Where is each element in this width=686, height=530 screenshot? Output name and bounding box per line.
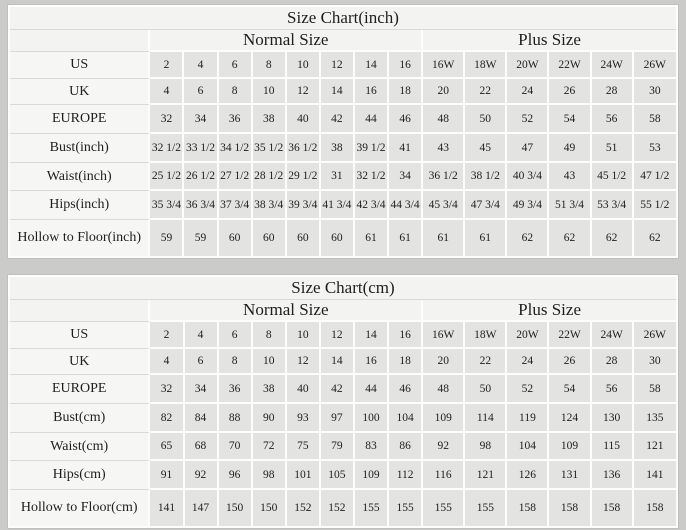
size-value-cell: 32 1/2 <box>355 163 389 191</box>
size-value-cell: 44 <box>355 105 389 134</box>
size-value-cell: 86 <box>389 433 423 461</box>
size-value-cell: 60 <box>219 220 253 256</box>
size-value-cell: 131 <box>549 461 591 490</box>
size-value-cell: 51 3/4 <box>549 191 591 220</box>
size-value-cell: 60 <box>287 220 321 256</box>
chart-title: Size Chart(cm) <box>10 277 676 300</box>
size-value-cell: 6 <box>219 322 253 349</box>
size-value-cell: 147 <box>185 490 219 526</box>
size-value-cell: 83 <box>355 433 389 461</box>
size-value-cell: 32 1/2 <box>150 134 184 163</box>
size-value-cell: 12 <box>287 349 321 375</box>
size-value-cell: 152 <box>287 490 321 526</box>
size-value-cell: 96 <box>219 461 253 490</box>
chart-title: Size Chart(inch) <box>10 7 676 30</box>
size-value-cell: 6 <box>219 52 253 79</box>
size-value-cell: 34 <box>185 375 219 404</box>
size-value-cell: 109 <box>423 404 465 433</box>
size-value-cell: 36 <box>219 105 253 134</box>
table-row-uk <box>10 349 676 375</box>
size-value-cell: 79 <box>321 433 355 461</box>
size-value-cell: 22 <box>465 349 507 375</box>
size-value-cell: 33 1/2 <box>184 134 218 163</box>
size-value-cell: 92 <box>423 433 465 461</box>
size-value-cell: 44 3/4 <box>389 191 423 220</box>
size-value-cell: 4 <box>150 79 184 105</box>
size-value-cell: 155 <box>355 490 389 526</box>
size-value-cell: 112 <box>389 461 423 490</box>
size-value-cell: 26W <box>634 52 676 79</box>
size-value-cell: 16 <box>389 322 423 349</box>
size-value-cell: 68 <box>185 433 219 461</box>
size-value-cell: 55 1/2 <box>634 191 676 220</box>
size-value-cell: 62 <box>549 220 591 256</box>
size-value-cell: 38 1/2 <box>465 163 507 191</box>
size-value-cell: 62 <box>592 220 634 256</box>
size-value-cell: 50 <box>465 105 507 134</box>
size-value-cell: 47 <box>507 134 549 163</box>
table-row-hollow-to-floor-cm <box>10 490 676 526</box>
size-value-cell: 35 1/2 <box>253 134 287 163</box>
size-value-cell: 12 <box>287 79 321 105</box>
size-value-cell: 24 <box>507 349 549 375</box>
size-value-cell: 10 <box>253 79 287 105</box>
size-value-cell: 36 <box>219 375 253 404</box>
size-value-cell: 44 <box>355 375 389 404</box>
size-value-cell: 53 3/4 <box>592 191 634 220</box>
table-row-europe <box>10 105 676 134</box>
size-value-cell: 28 <box>592 79 634 105</box>
size-value-cell: 53 <box>634 134 676 163</box>
size-value-cell: 18 <box>389 349 423 375</box>
size-value-cell: 52 <box>507 105 549 134</box>
size-value-cell: 8 <box>219 79 253 105</box>
size-value-cell: 28 1/2 <box>253 163 287 191</box>
size-value-cell: 150 <box>253 490 287 526</box>
row-label-uk: UK <box>10 79 150 105</box>
size-value-cell: 41 3/4 <box>321 191 355 220</box>
size-value-cell: 52 <box>507 375 549 404</box>
size-value-cell: 10 <box>287 52 321 79</box>
size-value-cell: 158 <box>592 490 634 526</box>
size-value-cell: 38 3/4 <box>253 191 287 220</box>
size-value-cell: 14 <box>321 79 355 105</box>
size-value-cell: 49 <box>549 134 591 163</box>
size-value-cell: 119 <box>507 404 549 433</box>
row-label-uk: UK <box>10 349 150 375</box>
size-value-cell: 16 <box>355 79 389 105</box>
size-value-cell: 105 <box>321 461 355 490</box>
size-value-cell: 54 <box>549 375 591 404</box>
corner-cell <box>10 30 150 52</box>
size-value-cell: 109 <box>549 433 591 461</box>
size-value-cell: 36 1/2 <box>287 134 321 163</box>
size-value-cell: 32 <box>150 375 184 404</box>
size-value-cell: 42 <box>321 375 355 404</box>
row-label-hollow-to-floor-cm: Hollow to Floor(cm) <box>10 490 150 526</box>
size-value-cell: 130 <box>592 404 634 433</box>
size-value-cell: 29 1/2 <box>287 163 321 191</box>
size-value-cell: 45 <box>465 134 507 163</box>
row-label-hollow-to-floor-inch: Hollow to Floor(inch) <box>10 220 150 256</box>
size-value-cell: 38 <box>253 375 287 404</box>
row-label-hips-cm: Hips(cm) <box>10 461 150 490</box>
table-row-hollow-to-floor-inch <box>10 220 676 256</box>
table-gap <box>8 258 678 275</box>
table-row-uk <box>10 79 676 105</box>
size-value-cell: 40 <box>287 375 321 404</box>
size-value-cell: 39 1/2 <box>355 134 389 163</box>
size-value-cell: 58 <box>634 375 676 404</box>
table-row-us <box>10 52 676 79</box>
size-value-cell: 70 <box>219 433 253 461</box>
size-value-cell: 26 <box>549 349 591 375</box>
table-row-hips-cm <box>10 461 676 490</box>
size-value-cell: 47 1/2 <box>634 163 676 191</box>
size-value-cell: 56 <box>592 375 634 404</box>
size-value-cell: 20 <box>423 349 465 375</box>
size-value-cell: 6 <box>184 79 218 105</box>
size-value-cell: 115 <box>592 433 634 461</box>
table-row-waist-cm <box>10 433 676 461</box>
size-value-cell: 6 <box>185 349 219 375</box>
size-value-cell: 8 <box>253 52 287 79</box>
size-value-cell: 104 <box>507 433 549 461</box>
size-value-cell: 61 <box>423 220 465 256</box>
size-value-cell: 97 <box>321 404 355 433</box>
size-value-cell: 48 <box>423 105 465 134</box>
size-value-cell: 38 <box>253 105 287 134</box>
row-label-us: US <box>10 52 150 79</box>
size-value-cell: 51 <box>592 134 634 163</box>
table-row-us <box>10 322 676 349</box>
size-value-cell: 38 <box>321 134 355 163</box>
size-value-cell: 158 <box>549 490 591 526</box>
size-value-cell: 16W <box>423 322 465 349</box>
size-value-cell: 46 <box>389 375 423 404</box>
size-value-cell: 84 <box>185 404 219 433</box>
table-row-bust-inch <box>10 134 676 163</box>
size-value-cell: 54 <box>549 105 591 134</box>
size-value-cell: 14 <box>321 349 355 375</box>
size-value-cell: 152 <box>321 490 355 526</box>
size-value-cell: 24W <box>592 52 634 79</box>
size-value-cell: 155 <box>389 490 423 526</box>
size-value-cell: 2 <box>150 52 184 79</box>
size-value-cell: 18W <box>465 322 507 349</box>
size-value-cell: 155 <box>465 490 507 526</box>
size-value-cell: 4 <box>185 322 219 349</box>
size-value-cell: 42 <box>321 105 355 134</box>
size-value-cell: 16 <box>355 349 389 375</box>
size-value-cell: 104 <box>389 404 423 433</box>
size-value-cell: 98 <box>253 461 287 490</box>
size-value-cell: 26 <box>549 79 591 105</box>
size-value-cell: 28 <box>592 349 634 375</box>
size-value-cell: 20 <box>423 79 465 105</box>
size-value-cell: 88 <box>219 404 253 433</box>
size-value-cell: 62 <box>634 220 676 256</box>
column-group-plus-size: Plus Size <box>423 30 676 52</box>
column-group-normal-size: Normal Size <box>150 30 423 52</box>
size-value-cell: 75 <box>287 433 321 461</box>
size-value-cell: 72 <box>253 433 287 461</box>
column-group-normal-size: Normal Size <box>150 300 423 322</box>
size-value-cell: 34 1/2 <box>219 134 253 163</box>
size-value-cell: 91 <box>150 461 184 490</box>
size-value-cell: 50 <box>465 375 507 404</box>
size-chart-cm-table <box>8 275 678 528</box>
size-value-cell: 61 <box>389 220 423 256</box>
size-value-cell: 90 <box>253 404 287 433</box>
size-value-cell: 141 <box>150 490 184 526</box>
size-value-cell: 61 <box>355 220 389 256</box>
size-value-cell: 121 <box>465 461 507 490</box>
size-value-cell: 24 <box>507 79 549 105</box>
row-label-europe: EUROPE <box>10 105 150 134</box>
size-value-cell: 43 <box>549 163 591 191</box>
size-value-cell: 20W <box>507 52 549 79</box>
size-value-cell: 45 3/4 <box>423 191 465 220</box>
size-value-cell: 49 3/4 <box>507 191 549 220</box>
size-value-cell: 20W <box>507 322 549 349</box>
size-value-cell: 47 3/4 <box>465 191 507 220</box>
size-value-cell: 4 <box>184 52 218 79</box>
row-label-bust-inch: Bust(inch) <box>10 134 150 163</box>
size-value-cell: 135 <box>634 404 676 433</box>
size-value-cell: 36 3/4 <box>184 191 218 220</box>
size-value-cell: 158 <box>507 490 549 526</box>
size-value-cell: 121 <box>634 433 676 461</box>
size-value-cell: 16W <box>423 52 465 79</box>
size-value-cell: 26W <box>634 322 676 349</box>
size-value-cell: 14 <box>355 52 389 79</box>
size-value-cell: 100 <box>355 404 389 433</box>
size-value-cell: 12 <box>321 52 355 79</box>
size-value-cell: 4 <box>150 349 184 375</box>
size-value-cell: 30 <box>634 349 676 375</box>
size-value-cell: 18 <box>389 79 423 105</box>
size-value-cell: 27 1/2 <box>219 163 253 191</box>
size-value-cell: 65 <box>150 433 184 461</box>
size-value-cell: 46 <box>389 105 423 134</box>
size-value-cell: 59 <box>150 220 184 256</box>
size-value-cell: 114 <box>465 404 507 433</box>
size-value-cell: 93 <box>287 404 321 433</box>
size-value-cell: 43 <box>423 134 465 163</box>
table-row-bust-cm <box>10 404 676 433</box>
row-label-hips-inch: Hips(inch) <box>10 191 150 220</box>
row-label-us: US <box>10 322 150 349</box>
size-value-cell: 150 <box>219 490 253 526</box>
size-value-cell: 16 <box>389 52 423 79</box>
size-value-cell: 116 <box>423 461 465 490</box>
size-value-cell: 12 <box>321 322 355 349</box>
table-row-waist-inch <box>10 163 676 191</box>
size-value-cell: 35 3/4 <box>150 191 184 220</box>
size-value-cell: 62 <box>507 220 549 256</box>
size-value-cell: 56 <box>592 105 634 134</box>
size-value-cell: 48 <box>423 375 465 404</box>
table-row-hips-inch <box>10 191 676 220</box>
size-value-cell: 124 <box>549 404 591 433</box>
size-value-cell: 30 <box>634 79 676 105</box>
size-value-cell: 41 <box>389 134 423 163</box>
size-value-cell: 39 3/4 <box>287 191 321 220</box>
size-value-cell: 36 1/2 <box>423 163 465 191</box>
size-value-cell: 34 <box>389 163 423 191</box>
size-value-cell: 2 <box>150 322 184 349</box>
size-value-cell: 45 1/2 <box>592 163 634 191</box>
size-value-cell: 24W <box>592 322 634 349</box>
corner-cell <box>10 300 150 322</box>
size-value-cell: 101 <box>287 461 321 490</box>
size-value-cell: 25 1/2 <box>150 163 184 191</box>
size-value-cell: 155 <box>423 490 465 526</box>
size-value-cell: 22W <box>549 322 591 349</box>
size-chart-inch-table <box>8 5 678 258</box>
size-value-cell: 60 <box>253 220 287 256</box>
row-label-waist-cm: Waist(cm) <box>10 433 150 461</box>
size-value-cell: 22 <box>465 79 507 105</box>
size-value-cell: 141 <box>634 461 676 490</box>
size-value-cell: 34 <box>184 105 218 134</box>
size-value-cell: 59 <box>184 220 218 256</box>
size-value-cell: 37 3/4 <box>219 191 253 220</box>
row-label-waist-inch: Waist(inch) <box>10 163 150 191</box>
row-label-europe: EUROPE <box>10 375 150 404</box>
size-value-cell: 60 <box>321 220 355 256</box>
size-value-cell: 58 <box>634 105 676 134</box>
size-value-cell: 98 <box>465 433 507 461</box>
row-label-bust-cm: Bust(cm) <box>10 404 150 433</box>
size-value-cell: 31 <box>321 163 355 191</box>
size-value-cell: 126 <box>507 461 549 490</box>
size-value-cell: 158 <box>634 490 676 526</box>
size-value-cell: 10 <box>253 349 287 375</box>
size-value-cell: 92 <box>185 461 219 490</box>
size-value-cell: 40 3/4 <box>507 163 549 191</box>
size-value-cell: 61 <box>465 220 507 256</box>
size-value-cell: 14 <box>355 322 389 349</box>
table-row-europe <box>10 375 676 404</box>
size-value-cell: 109 <box>355 461 389 490</box>
size-value-cell: 18W <box>465 52 507 79</box>
size-value-cell: 136 <box>592 461 634 490</box>
size-value-cell: 40 <box>287 105 321 134</box>
column-group-plus-size: Plus Size <box>423 300 676 322</box>
size-value-cell: 10 <box>287 322 321 349</box>
size-value-cell: 26 1/2 <box>184 163 218 191</box>
size-value-cell: 32 <box>150 105 184 134</box>
size-value-cell: 42 3/4 <box>355 191 389 220</box>
size-value-cell: 8 <box>219 349 253 375</box>
size-value-cell: 22W <box>549 52 591 79</box>
size-value-cell: 8 <box>253 322 287 349</box>
size-value-cell: 82 <box>150 404 184 433</box>
